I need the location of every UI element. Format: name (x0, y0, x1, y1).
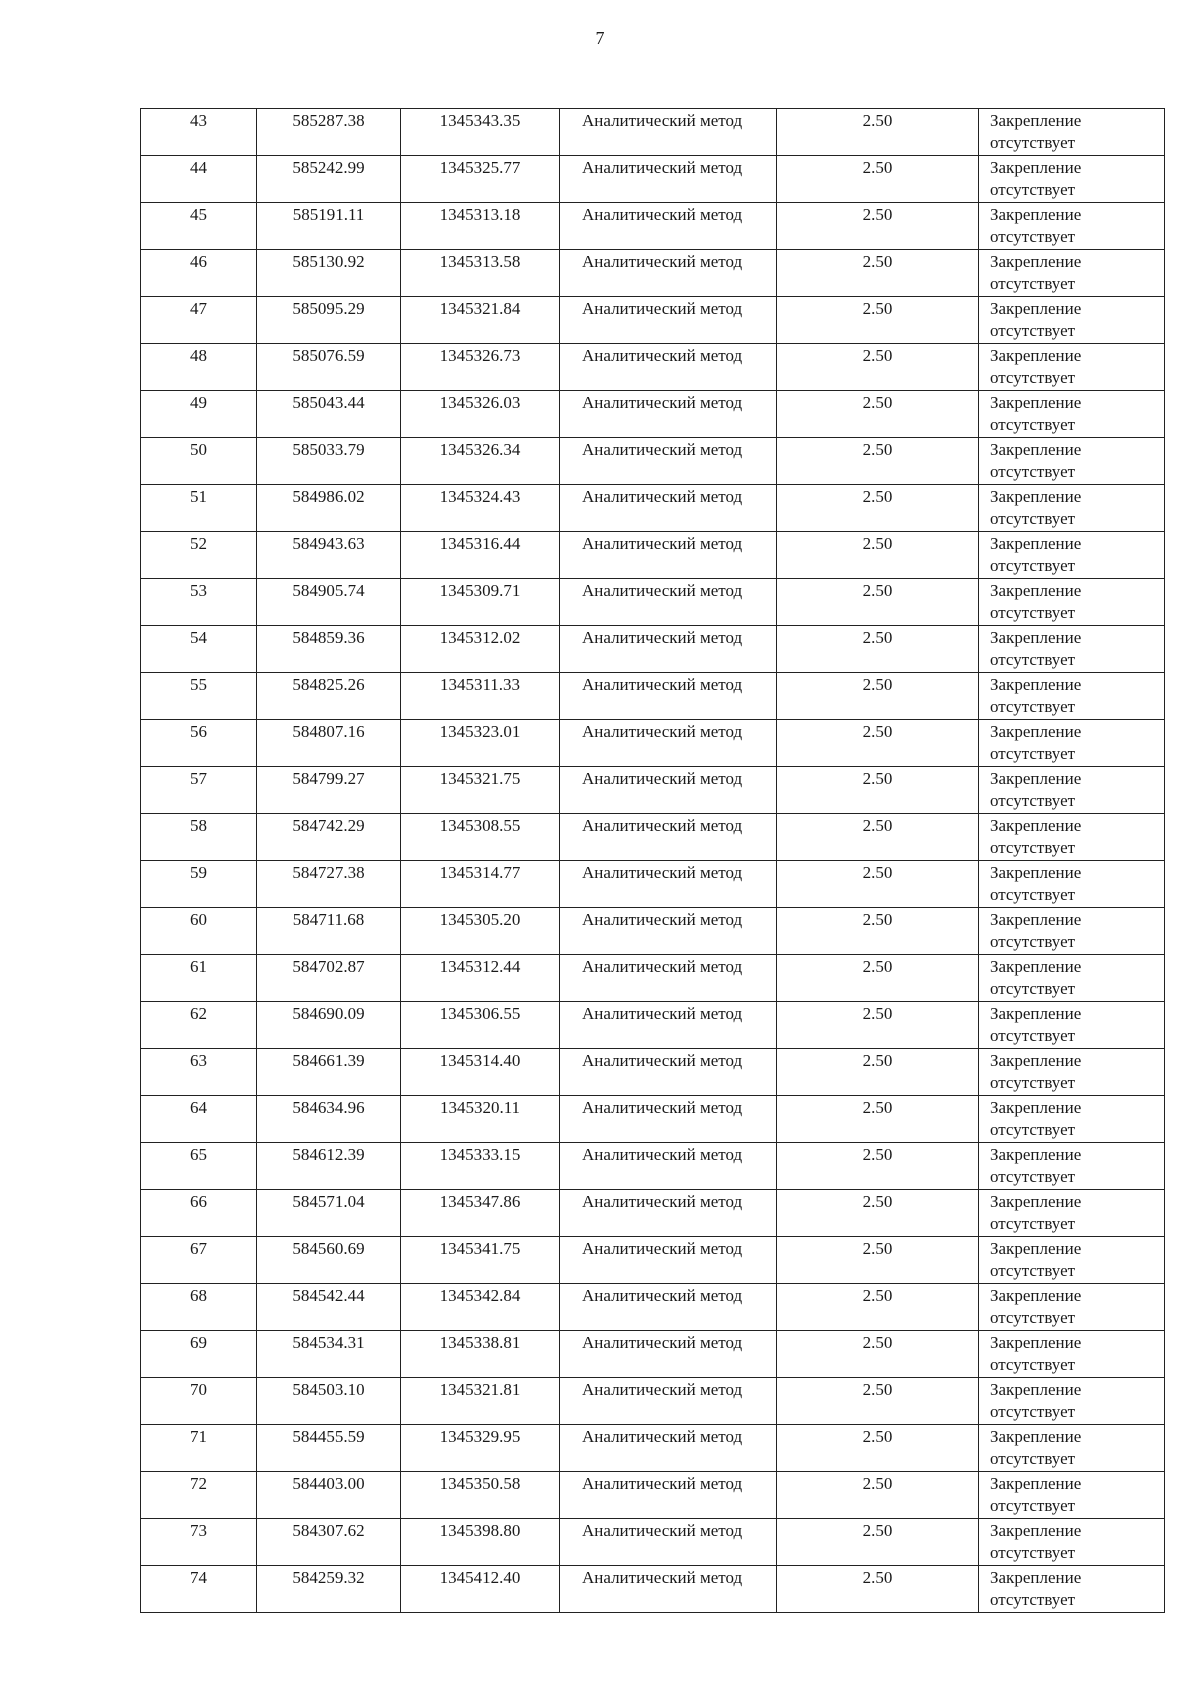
method-cell: Аналитический метод (560, 156, 777, 203)
table-row (141, 767, 1165, 814)
fixation-text: Закрепление (990, 1145, 1082, 1164)
point-number-cell: 63 (141, 1049, 257, 1096)
y-coordinate-cell: 1345312.44 (401, 955, 560, 1002)
fixation-text: Закрепление (990, 1427, 1082, 1446)
point-number-cell: 49 (141, 391, 257, 438)
fixation-cell (979, 579, 1165, 626)
fixation-text: Закрепление (990, 1333, 1082, 1352)
table-row (141, 250, 1165, 297)
x-coordinate-cell: 585191.11 (257, 203, 401, 250)
fixation-cell (979, 391, 1165, 438)
x-coordinate-cell: 584455.59 (257, 1425, 401, 1472)
x-coordinate-cell: 584986.02 (257, 485, 401, 532)
x-coordinate-cell: 584403.00 (257, 1472, 401, 1519)
y-coordinate-cell: 1345341.75 (401, 1237, 560, 1284)
x-coordinate-cell: 584612.39 (257, 1143, 401, 1190)
fixation-cell (979, 767, 1165, 814)
method-cell: Аналитический метод (560, 720, 777, 767)
error-cell: 2.50 (777, 1284, 979, 1331)
fixation-text: отсутствует (990, 1402, 1076, 1421)
y-coordinate-cell: 1345313.18 (401, 203, 560, 250)
method-cell: Аналитический метод (560, 1237, 777, 1284)
fixation-text: Закрепление (990, 1380, 1082, 1399)
error-cell: 2.50 (777, 1472, 979, 1519)
method-cell: Аналитический метод (560, 250, 777, 297)
error-cell: 2.50 (777, 1331, 979, 1378)
error-cell: 2.50 (777, 1049, 979, 1096)
point-number-cell: 67 (141, 1237, 257, 1284)
point-number-cell: 71 (141, 1425, 257, 1472)
table-row (141, 109, 1165, 156)
point-number-cell: 72 (141, 1472, 257, 1519)
fixation-cell (979, 1519, 1165, 1566)
y-coordinate-cell: 1345343.35 (401, 109, 560, 156)
table-row (141, 720, 1165, 767)
fixation-text: отсутствует (990, 885, 1076, 904)
error-cell: 2.50 (777, 203, 979, 250)
table-row (141, 673, 1165, 720)
y-coordinate-cell: 1345325.77 (401, 156, 560, 203)
fixation-cell (979, 1472, 1165, 1519)
point-number-cell: 65 (141, 1143, 257, 1190)
fixation-text: Закрепление (990, 769, 1082, 788)
x-coordinate-cell: 584661.39 (257, 1049, 401, 1096)
table-row (141, 1378, 1165, 1425)
fixation-cell (979, 1049, 1165, 1096)
fixation-text: отсутствует (990, 1543, 1076, 1562)
point-number-cell: 66 (141, 1190, 257, 1237)
fixation-text: отсутствует (990, 274, 1076, 293)
method-cell: Аналитический метод (560, 1002, 777, 1049)
method-cell: Аналитический метод (560, 1190, 777, 1237)
x-coordinate-cell: 584560.69 (257, 1237, 401, 1284)
method-cell: Аналитический метод (560, 673, 777, 720)
page-number: 7 (595, 28, 605, 48)
fixation-cell (979, 861, 1165, 908)
fixation-text: Закрепление (990, 1521, 1082, 1540)
point-number-cell: 68 (141, 1284, 257, 1331)
fixation-text: отсутствует (990, 133, 1076, 152)
y-coordinate-cell: 1345312.02 (401, 626, 560, 673)
error-cell: 2.50 (777, 908, 979, 955)
error-cell: 2.50 (777, 720, 979, 767)
table-row (141, 1049, 1165, 1096)
method-cell: Аналитический метод (560, 955, 777, 1002)
method-cell: Аналитический метод (560, 908, 777, 955)
table-row (141, 1331, 1165, 1378)
error-cell: 2.50 (777, 1143, 979, 1190)
fixation-text: отсутствует (990, 415, 1076, 434)
fixation-text: Закрепление (990, 393, 1082, 412)
table-row (141, 1002, 1165, 1049)
fixation-text: Закрепление (990, 252, 1082, 271)
point-number-cell: 50 (141, 438, 257, 485)
y-coordinate-cell: 1345313.58 (401, 250, 560, 297)
table-row (141, 1190, 1165, 1237)
error-cell: 2.50 (777, 391, 979, 438)
fixation-text: Закрепление (990, 1004, 1082, 1023)
fixation-cell (979, 156, 1165, 203)
fixation-text: Закрепление (990, 158, 1082, 177)
fixation-cell (979, 109, 1165, 156)
fixation-text: Закрепление (990, 440, 1082, 459)
fixation-text: отсутствует (990, 838, 1076, 857)
error-cell: 2.50 (777, 579, 979, 626)
fixation-cell (979, 1237, 1165, 1284)
method-cell: Аналитический метод (560, 1472, 777, 1519)
x-coordinate-cell: 584799.27 (257, 767, 401, 814)
table-row (141, 955, 1165, 1002)
x-coordinate-cell: 584571.04 (257, 1190, 401, 1237)
fixation-text: Закрепление (990, 346, 1082, 365)
fixation-cell (979, 1566, 1165, 1613)
y-coordinate-cell: 1345324.43 (401, 485, 560, 532)
x-coordinate-cell: 584307.62 (257, 1519, 401, 1566)
y-coordinate-cell: 1345323.01 (401, 720, 560, 767)
fixation-text: отсутствует (990, 932, 1076, 951)
fixation-cell (979, 532, 1165, 579)
fixation-text: Закрепление (990, 628, 1082, 647)
fixation-cell (979, 297, 1165, 344)
y-coordinate-cell: 1345314.77 (401, 861, 560, 908)
fixation-text: отсутствует (990, 227, 1076, 246)
y-coordinate-cell: 1345342.84 (401, 1284, 560, 1331)
error-cell: 2.50 (777, 297, 979, 344)
point-number-cell: 58 (141, 814, 257, 861)
method-cell: Аналитический метод (560, 344, 777, 391)
table-row (141, 1143, 1165, 1190)
fixation-cell (979, 626, 1165, 673)
y-coordinate-cell: 1345306.55 (401, 1002, 560, 1049)
table-row (141, 814, 1165, 861)
fixation-cell (979, 485, 1165, 532)
fixation-text: отсутствует (990, 1355, 1076, 1374)
fixation-cell (979, 1143, 1165, 1190)
point-number-cell: 59 (141, 861, 257, 908)
table-row (141, 1425, 1165, 1472)
x-coordinate-cell: 584702.87 (257, 955, 401, 1002)
y-coordinate-cell: 1345398.80 (401, 1519, 560, 1566)
y-coordinate-cell: 1345311.33 (401, 673, 560, 720)
fixation-cell (979, 1378, 1165, 1425)
x-coordinate-cell: 584905.74 (257, 579, 401, 626)
method-cell: Аналитический метод (560, 438, 777, 485)
y-coordinate-cell: 1345350.58 (401, 1472, 560, 1519)
error-cell: 2.50 (777, 438, 979, 485)
error-cell: 2.50 (777, 1190, 979, 1237)
fixation-text: отсутствует (990, 744, 1076, 763)
error-cell: 2.50 (777, 109, 979, 156)
table-row (141, 203, 1165, 250)
x-coordinate-cell: 584943.63 (257, 532, 401, 579)
fixation-text: отсутствует (990, 791, 1076, 810)
table-row (141, 1519, 1165, 1566)
y-coordinate-cell: 1345329.95 (401, 1425, 560, 1472)
x-coordinate-cell: 584711.68 (257, 908, 401, 955)
method-cell: Аналитический метод (560, 1284, 777, 1331)
error-cell: 2.50 (777, 673, 979, 720)
point-number-cell: 74 (141, 1566, 257, 1613)
fixation-text: Закрепление (990, 1192, 1082, 1211)
method-cell: Аналитический метод (560, 814, 777, 861)
fixation-text: отсутствует (990, 1308, 1076, 1327)
table-row (141, 626, 1165, 673)
error-cell: 2.50 (777, 955, 979, 1002)
fixation-text: отсутствует (990, 509, 1076, 528)
method-cell: Аналитический метод (560, 1378, 777, 1425)
fixation-text: Закрепление (990, 816, 1082, 835)
error-cell: 2.50 (777, 861, 979, 908)
fixation-cell (979, 1002, 1165, 1049)
x-coordinate-cell: 584259.32 (257, 1566, 401, 1613)
x-coordinate-cell: 584859.36 (257, 626, 401, 673)
point-number-cell: 56 (141, 720, 257, 767)
method-cell: Аналитический метод (560, 579, 777, 626)
table-row (141, 1096, 1165, 1143)
table-row (141, 1284, 1165, 1331)
fixation-cell (979, 720, 1165, 767)
point-number-cell: 48 (141, 344, 257, 391)
table-row (141, 908, 1165, 955)
point-number-cell: 47 (141, 297, 257, 344)
table-row (141, 344, 1165, 391)
error-cell: 2.50 (777, 156, 979, 203)
fixation-text: отсутствует (990, 556, 1076, 575)
point-number-cell: 64 (141, 1096, 257, 1143)
method-cell: Аналитический метод (560, 203, 777, 250)
error-cell: 2.50 (777, 767, 979, 814)
fixation-text: отсутствует (990, 180, 1076, 199)
fixation-text: отсутствует (990, 1261, 1076, 1280)
point-number-cell: 70 (141, 1378, 257, 1425)
point-number-cell: 51 (141, 485, 257, 532)
method-cell: Аналитический метод (560, 532, 777, 579)
point-number-cell: 43 (141, 109, 257, 156)
y-coordinate-cell: 1345347.86 (401, 1190, 560, 1237)
y-coordinate-cell: 1345326.03 (401, 391, 560, 438)
x-coordinate-cell: 584807.16 (257, 720, 401, 767)
fixation-text: отсутствует (990, 1026, 1076, 1045)
x-coordinate-cell: 585095.29 (257, 297, 401, 344)
error-cell: 2.50 (777, 1237, 979, 1284)
x-coordinate-cell: 585287.38 (257, 109, 401, 156)
x-coordinate-cell: 585242.99 (257, 156, 401, 203)
point-number-cell: 44 (141, 156, 257, 203)
point-number-cell: 53 (141, 579, 257, 626)
table-row (141, 297, 1165, 344)
error-cell: 2.50 (777, 1519, 979, 1566)
fixation-text: Закрепление (990, 111, 1082, 130)
x-coordinate-cell: 584534.31 (257, 1331, 401, 1378)
table-row (141, 1472, 1165, 1519)
x-coordinate-cell: 584825.26 (257, 673, 401, 720)
fixation-text: отсутствует (990, 1214, 1076, 1233)
table-row (141, 391, 1165, 438)
fixation-text: отсутствует (990, 321, 1076, 340)
table-row (141, 532, 1165, 579)
fixation-text: отсутствует (990, 368, 1076, 387)
coordinates-table-body (141, 109, 1165, 1613)
x-coordinate-cell: 584742.29 (257, 814, 401, 861)
fixation-cell (979, 1190, 1165, 1237)
y-coordinate-cell: 1345333.15 (401, 1143, 560, 1190)
error-cell: 2.50 (777, 1566, 979, 1613)
fixation-text: отсутствует (990, 697, 1076, 716)
x-coordinate-cell: 585033.79 (257, 438, 401, 485)
error-cell: 2.50 (777, 344, 979, 391)
error-cell: 2.50 (777, 626, 979, 673)
y-coordinate-cell: 1345412.40 (401, 1566, 560, 1613)
error-cell: 2.50 (777, 814, 979, 861)
fixation-text: отсутствует (990, 1120, 1076, 1139)
x-coordinate-cell: 584542.44 (257, 1284, 401, 1331)
fixation-text: Закрепление (990, 1568, 1082, 1587)
fixation-cell (979, 250, 1165, 297)
method-cell: Аналитический метод (560, 1331, 777, 1378)
fixation-text: Закрепление (990, 1286, 1082, 1305)
point-number-cell: 55 (141, 673, 257, 720)
x-coordinate-cell: 584634.96 (257, 1096, 401, 1143)
point-number-cell: 46 (141, 250, 257, 297)
method-cell: Аналитический метод (560, 626, 777, 673)
method-cell: Аналитический метод (560, 391, 777, 438)
error-cell: 2.50 (777, 250, 979, 297)
point-number-cell: 52 (141, 532, 257, 579)
method-cell: Аналитический метод (560, 1425, 777, 1472)
fixation-text: отсутствует (990, 1073, 1076, 1092)
error-cell: 2.50 (777, 1425, 979, 1472)
method-cell: Аналитический метод (560, 485, 777, 532)
fixation-text: отсутствует (990, 462, 1076, 481)
table-row (141, 1566, 1165, 1613)
point-number-cell: 61 (141, 955, 257, 1002)
fixation-text: отсутствует (990, 979, 1076, 998)
fixation-text: Закрепление (990, 863, 1082, 882)
fixation-text: отсутствует (990, 603, 1076, 622)
point-number-cell: 57 (141, 767, 257, 814)
fixation-text: Закрепление (990, 534, 1082, 553)
point-number-cell: 60 (141, 908, 257, 955)
y-coordinate-cell: 1345321.84 (401, 297, 560, 344)
method-cell: Аналитический метод (560, 297, 777, 344)
table-row (141, 156, 1165, 203)
y-coordinate-cell: 1345305.20 (401, 908, 560, 955)
method-cell: Аналитический метод (560, 1519, 777, 1566)
fixation-cell (979, 344, 1165, 391)
coordinates-table (140, 108, 1165, 1613)
y-coordinate-cell: 1345316.44 (401, 532, 560, 579)
error-cell: 2.50 (777, 1002, 979, 1049)
fixation-text: отсутствует (990, 1449, 1076, 1468)
table-row (141, 438, 1165, 485)
method-cell: Аналитический метод (560, 1049, 777, 1096)
fixation-cell (979, 438, 1165, 485)
fixation-cell (979, 955, 1165, 1002)
table-row (141, 485, 1165, 532)
fixation-text: Закрепление (990, 722, 1082, 741)
error-cell: 2.50 (777, 485, 979, 532)
table-row (141, 579, 1165, 626)
method-cell: Аналитический метод (560, 861, 777, 908)
y-coordinate-cell: 1345320.11 (401, 1096, 560, 1143)
fixation-text: Закрепление (990, 1474, 1082, 1493)
point-number-cell: 62 (141, 1002, 257, 1049)
fixation-text: Закрепление (990, 1051, 1082, 1070)
fixation-text: отсутствует (990, 1496, 1076, 1515)
fixation-cell (979, 814, 1165, 861)
error-cell: 2.50 (777, 1378, 979, 1425)
fixation-text: отсутствует (990, 650, 1076, 669)
fixation-cell (979, 203, 1165, 250)
x-coordinate-cell: 585130.92 (257, 250, 401, 297)
method-cell: Аналитический метод (560, 1096, 777, 1143)
fixation-text: Закрепление (990, 205, 1082, 224)
x-coordinate-cell: 585043.44 (257, 391, 401, 438)
point-number-cell: 69 (141, 1331, 257, 1378)
error-cell: 2.50 (777, 1096, 979, 1143)
fixation-text: Закрепление (990, 487, 1082, 506)
fixation-text: Закрепление (990, 581, 1082, 600)
y-coordinate-cell: 1345309.71 (401, 579, 560, 626)
fixation-text: Закрепление (990, 299, 1082, 318)
y-coordinate-cell: 1345338.81 (401, 1331, 560, 1378)
fixation-text: Закрепление (990, 675, 1082, 694)
table-row (141, 861, 1165, 908)
point-number-cell: 73 (141, 1519, 257, 1566)
y-coordinate-cell: 1345321.81 (401, 1378, 560, 1425)
point-number-cell: 45 (141, 203, 257, 250)
x-coordinate-cell: 584727.38 (257, 861, 401, 908)
method-cell: Аналитический метод (560, 109, 777, 156)
point-number-cell: 54 (141, 626, 257, 673)
fixation-cell (979, 1331, 1165, 1378)
fixation-text: Закрепление (990, 1098, 1082, 1117)
table-row (141, 1237, 1165, 1284)
fixation-text: Закрепление (990, 957, 1082, 976)
fixation-text: отсутствует (990, 1590, 1076, 1609)
x-coordinate-cell: 584503.10 (257, 1378, 401, 1425)
method-cell: Аналитический метод (560, 767, 777, 814)
fixation-cell (979, 908, 1165, 955)
fixation-text: отсутствует (990, 1167, 1076, 1186)
fixation-cell (979, 673, 1165, 720)
fixation-cell (979, 1284, 1165, 1331)
y-coordinate-cell: 1345308.55 (401, 814, 560, 861)
fixation-cell (979, 1096, 1165, 1143)
y-coordinate-cell: 1345326.34 (401, 438, 560, 485)
x-coordinate-cell: 584690.09 (257, 1002, 401, 1049)
fixation-text: Закрепление (990, 1239, 1082, 1258)
fixation-text: Закрепление (990, 910, 1082, 929)
method-cell: Аналитический метод (560, 1143, 777, 1190)
y-coordinate-cell: 1345326.73 (401, 344, 560, 391)
error-cell: 2.50 (777, 532, 979, 579)
fixation-cell (979, 1425, 1165, 1472)
method-cell: Аналитический метод (560, 1566, 777, 1613)
y-coordinate-cell: 1345314.40 (401, 1049, 560, 1096)
x-coordinate-cell: 585076.59 (257, 344, 401, 391)
y-coordinate-cell: 1345321.75 (401, 767, 560, 814)
